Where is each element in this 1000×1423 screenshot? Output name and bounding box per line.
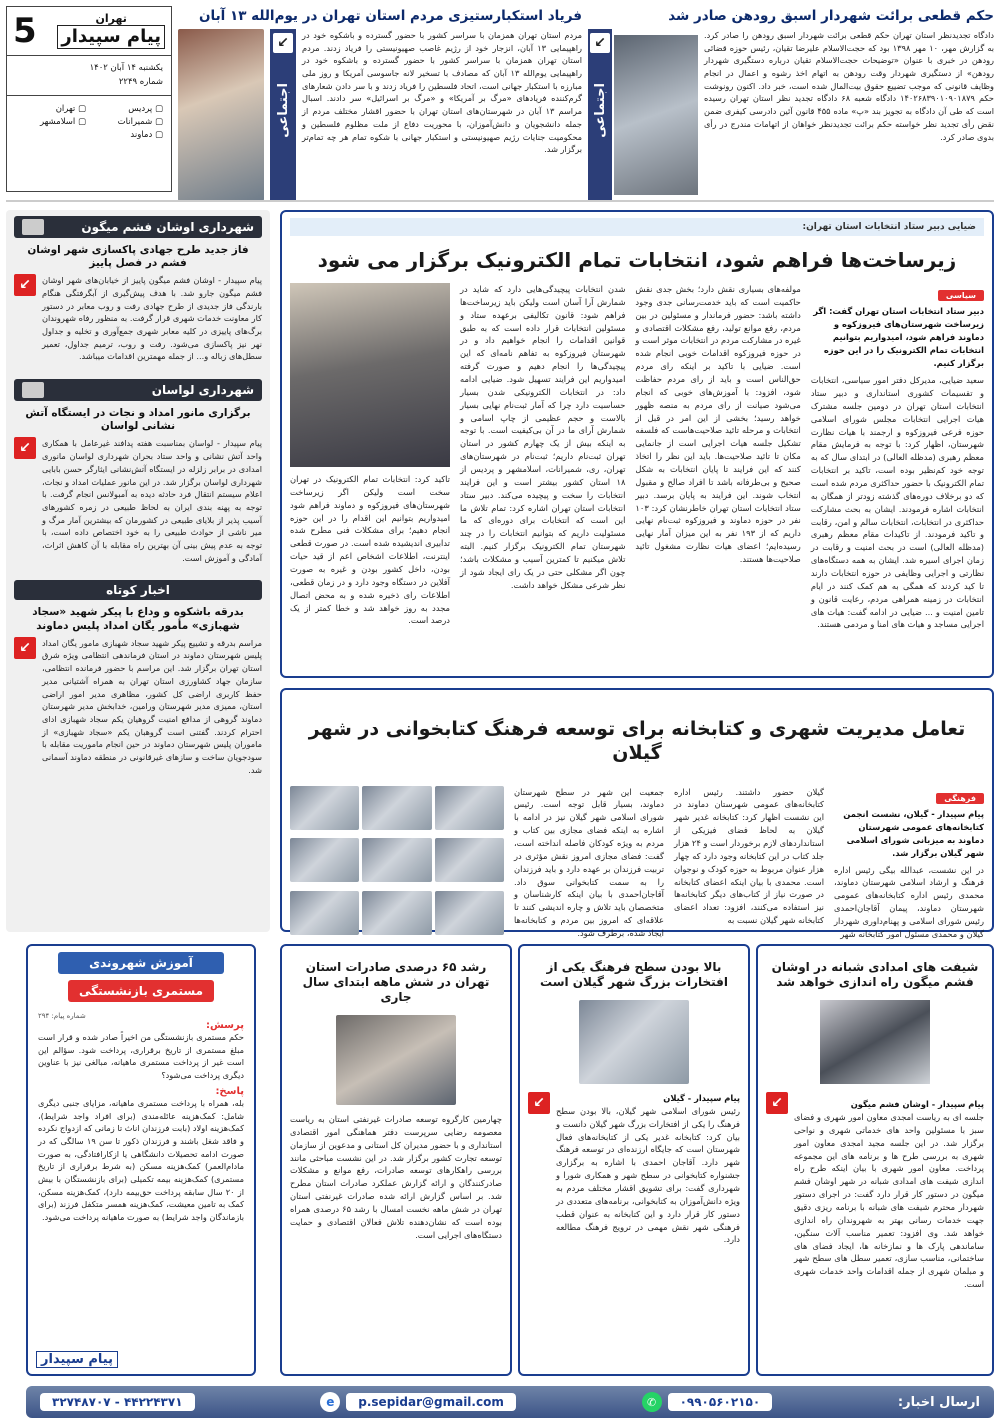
masthead [6,6,172,192]
sidebar-title: بدرقه باشکوه و وداع با پیکر شهید «سجاد شهبازی» مأمور یگان امداد پلیس دماوند [32,606,244,632]
sidebar-body: پیام سپیدار - اوشان فشم میگون پاییز از خیابان‌های شهر اوشان فشم میگون جارو شد. با هدف پیش‌گیری از آبگرفتگی هنگام بارندگی فاز جدیدی از طرح جهادی رفت و روب معابر در دستور کار معاونت خدمات شهری قرار گرفت. به منظور رفاه شهروندان برگ‌های پاییزی در کلیه معابر شهری جمع‌آوری و تخلیه و جداول نهر نیز پاکسازی می‌شود. رفت و روب، ترمیم جداول، تعمیر سطل‌های زباله و... از جمله مهمترین اقدامات میباشد. [42,275,262,362]
article-body: دادگاه تجدیدنظر استان تهران حکم قطعی برائت شهردار اسبق رودهن را صادر کرد. به گزارش مهر، ۱۰ مهر ۱۳۹۸ بود که حجت‌الاسلام علیرضا تقیان، رئیس حوزه قضائی رودهن در خبری با عنوان «توضیحات حجت‌الاسلام تقیان درباره دستگیری شهردار رودهن» از دستگیری شهردار وقت رودهن به اتهام اخذ رشوه و اعمال در انجام وظایف قانونی که موجب تضییع حقوق بیت‌المال شده است، خبر داد. اکنون رونوشت حکم ۱۴۰۲۶۸۳۹۰۱۰۹۰۱۸۷۹ دادگاه شعبه ۶۸ دادگاه تجدید نظر استان تهران رسیده است که طی آن دادگاه به تجویز بند «پ» ماده ۴۵۵ قانون آئین دادرسی کیفری ضمن نقض رأی تجدید نظر خواسته حکم برائت تجدیدنظر خواهان از اتهامات مندرج در رأی بدوی صادر کرد. [704,29,994,142]
answer-text: بله، همراه با پرداخت مستمری ماهیانه، مزایای جنبی دیگری شامل: کمک‌هزینه عائله‌مندی (برای افراد واجد شرایط)، کمک‌هزینه اولاد (بابت فرزندان اناث تا زمانی که ازدواج نکرده و فاقد شغل باشند و فرزندان ذکور تا سن ۱۹ سالگی که در صورت ادامه تحصیلات دانشگاهی یا ازکارافتادگی، به صورت مادام‌العمر) کمک‌هزینه مسکن (به شرط برقراری از تاریخ مستمری) کمک‌هزینه بیمه تکمیلی (برای بازنشستگان با بیش از ۲۰ سال سابقه پرداخت حق‌بیمه دارد)، کمک‌هزینه مسکن، کمک به تامین معیشت، کمک‌هزینه همسر متکفل فرزند (برای بازماندگان واجد شرایط) به صورت ماهیانه پرداخت می‌شود. [38,1097,244,1223]
issue-date: یکشنبه ۱۴ آبان ۱۴۰۲ [89,63,163,73]
article-column: گیلان حضور داشتند. رئیس اداره کتابخانه‌های عمومی شهرستان دماوند در این نشست اظهار کرد: کتابخانه غدیر شهر گیلان به لحاظ فضای فیزیکی از استانداردهای لازم برخوردار است و ۲۴ هزار جلد کتاب در این کتابخانه وجود دارد که چهار هزار عنوان مربوط به حوزه کودک و نوجوان است. محمدی با بیان اینکه اعضای کتابخانه در صورت نیاز از کتاب‌های دیگر کتابخانه‌ها نیز استفاده می‌کنند، افزود: تعداد اعضای کتابخانه شهر گیلان نسبت به [674,786,824,926]
city-tag: ▢ دماوند [130,129,163,140]
email-address[interactable]: p.sepidar@gmail.com [346,1393,516,1411]
city-tag: ▢ شمیرانات [117,116,163,127]
article-body: مردم استان تهران همزمان با سراسر کشور با حضور گسترده و باشکوه خود در راهپیمایی ۱۳ آبان، انزجار خود از رژیم غاصب صهیونیستی را فریاد زدند. مردم استان تهران همزمان با سراسر کشور با حضور گسترده و باشکوه خود در راهپیمایی یوم‌الله ۱۳ آبان که مصادف با تسخیر لانه جاسوسی آمریکا و روز ملی مبارزه با استکبار جهانی است، اتحاد فلسطین را فریاد زدند و با سر دادن شعارهای گرم‌کننده فریادهای «مرگ بر آمریکا» و «مرگ بر اسرائیل» سر دادند. اسبال مراسم ۱۳ آبان در شهرستان‌های استان تهران با حضور اقشار مختلف مردم از جمله دانشجویان و دانش‌آموزان، با محوریت دفاع از ملت مظلوم فلسطین و محکومیت جنایات رژیم صهیونیستی و استکبار جهانی با شکوه تمام هر چه تمام‌تر برگزار شد. [302,29,583,155]
rally-photo [178,29,264,201]
bottom-article-exports [280,944,512,1376]
arrow-icon: ↙ [528,1092,550,1114]
bottom-article-culture [518,944,750,1376]
article-column: جمعیت این شهر در سطح شهرستان دماوند، بسیار قابل توجه است. رئیس شورای اسلامی شهر گیلان نیز در ادامه با اشاره به اینکه فضای مجازی بین کتاب و مردم به ویژه کودکان فاصله انداخته است، گفت: فضای مجازی امروز نقش مؤثری در تربیت فرزندان بر عهده دارد و باید فرزندان را به سمت کتابخوانی سوق داد. آقاجان‌احمدی با بیان اینکه کارشناسان و متخصصان باید تلاش و چاره اندیشی کنند تا علاقه‌ای که امروز بین مردم و کتابخانه‌ها ایجاد شده، برطرف شود. [514,786,664,938]
official-photo [820,1000,930,1084]
gallery-photo [290,838,359,882]
article-column: در این نشست، عبدالله بیگی رئیس اداره فرهنگ و ارشاد اسلامی شهرستان دماوند، محمدی رئیس اداره کتابخانه‌های عمومی شهرستان دماوند، پیمان آقاجان‌احمدی رئیس شورای اسلامی و پهنام‌داوری شهردار گیلان و محمدی مسئول امور کتابخانه شهر [834,864,984,939]
topic-banner: مستمری بازنشستگی [68,980,214,1002]
question-label: پرسش: [206,1020,244,1031]
article-column: شدن انتخابات پیچیدگی‌هایی دارد که شاید در شمارش آرا آسان است ولیکن باید زیرساخت‌ها فراهم شود: قانون تکالیفی برعهده ستاد و مسئولین انتخابات قرار داده است که به طبق قوانین اقدامات را انجام خواهیم داد و در شهرستان فیروزکوه به تفاهم نامه‌ای که این پیچیدگی‌ها را انجام دهیم و صورت گرفته امیدواریم این فرایند تسهیل شود. ضیایی ادامه داد: در انتخابات الکترونیکی شدن بسیار حساسیت دارد چرا که آمار ثبت‌نام نهایی بسیار بالاست و حجم عظیمی از چاپ اسامی و شمارش آرای ما در آن بی‌کیفیت است. با توجه به اینکه بیش از یک چهارم کشور در استان تهران ثبت‌نام داریم؛ ثبت‌نام در شهرستان‌های تهران، ری، شمیرانات، اسلامشهر و پردیس از ۱۸ استان کشور بیشتر است و این فرایند انتخابات را سخت و پیچیده می‌کند. دبیر ستاد انتخابات استان تهران اشاره کرد: تمام تلاش ما این است که انتخابات برای دوره‌ای که ما مسئولیت داریم که بتوانیم انتخابات را در چند شهرستان تمام الکترونیک برگزار کنیم. البته تلاش میکنیم تا کمترین آسیب و مشکلات باشد؛ چون اگر مشکلی حتی در یک رای ایجاد شود از نظر شرعی مشکل خواهد داشت. [460,284,626,590]
gallery-photo [290,786,359,830]
meeting-photo [336,1015,456,1105]
headline: رشد ۶۵ درصدی صادرات استان تهران در شش ماهه ابتدای سال جاری [302,960,490,1004]
sidebar-title: برگزاری مانور امداد و نجات در ایستگاه آتش نشانی لواسان [25,407,251,433]
gallery-photo [435,786,504,830]
article-column: تاکید کرد: انتخابات تمام الکترونیک در تهران سخت است ولیکن اگر زیرساخت شهرستان‌های فیروزکوه و دماوند فراهم شود امیدواریم بتوانیم این اقدام را در این حوزه انجام دهیم؛ برای مشکلات فنی مطرح شده تدابیری اندیشیده شده است. در صورت قطعی اینترنت، اطلاعات اشخاص اعم از قید حیات بودن، داخل کشور بودن و غیره به صورت آفلاین در دستگاه وجود دارد و در زمان قطعی، اطلاعات رای ذخیره شده و به محض اتصال مجدد به روز خواهد شد و خطا کمتر از یک درصد است. [290,474,450,626]
article-column: مولفه‌های بسیاری نقش دارد؛ بخش جدی نقش حاکمیت است که باید خدمت‌رسانی جدی وجود داشته باشد: حضور فرماندار و مسئولین در بین مردم، رفع موانع تولید، رفع مشکلات اقتصادی و غیره در مشارکت مردم در انتخابات موثر است و در حوزه فیروزکوه اقدامات خوبی انجام شده است. ضیایی با تاکید بر اینکه رای مردم حق‌الناس است و باید از رای مردم حفاظت شود، افزود: با آموزش‌های خوبی که انجام می‌شود صیانت از رای مردم به منصه ظهور خواهد رسید؛ بخشی از این امر در قبل از انتخابات و مرحله تائید صلاحیت‌هاست که فلسفه تشکیل جلسه هیات اجرایی است از جانمایی مکان تا تائید صلاحیت‌ها. باید این نظر را اتخاذ کنند که این فرایند تا پایان انتخابات به شکل صحیح و بی‌طرفانه باشد تا افراد صالح و مقبول انتخاب شوند. این فرایند به پایان برسد. دبیر ستاد انتخابات استان تهران خاطرنشان کرد: ۱۰۳ نفر در حوزه دماوند و فیروزکوه ثبت‌نام نهایی داریم که از ۱۹۳ نفر به این میزان آمار نهایی رسیده‌ایم؛ اعضای هیات نظارت مشغول تائید صلاحیت‌ها هستند. [635,284,801,565]
gallery-photo [435,891,504,935]
sidebar-header: اخبار کوتاه [106,583,170,598]
municipality-logo-icon [22,382,44,398]
article-body: چهارمین کارگروه توسعه صادرات غیرنفتی استان به ریاست معصومه رضایی سرپرست دفتر هماهنگی امور اقتصادی استانداری و با حضور مدیران کل استانی و مدعوین از سازمان توسعه تجارت کشور برگزار شد. در این نشست مباحثی مانند بررسی راهکارهای توسعه صادرات، رفع موانع و مشکلات صادرکنندگان و ارائه گزارش عملکرد صادرات استان مطرح شد. بر اساس گزارش ارائه شده صادرات غیرنفتی استان تهران در شش ماهه نخست امسال با رشد ۶۵ درصدی همراه بوده است که نشان‌دهنده تلاش فعالان اقتصادی و حمایت دستگاه‌های اجرایی است. [290,1114,502,1240]
page-number: 5 [13,11,37,51]
section-label: اجتماعی [592,82,608,138]
headline: زیرساخت‌ها فراهم شود، انتخابات تمام الکترونیک برگزار می شود [317,248,957,272]
divider [6,200,994,202]
meeting-photo [579,1000,689,1084]
sidebar [6,210,270,932]
footer-contact-bar [26,1386,994,1418]
article-lead: پیام سپیدار - گیلان [663,1093,740,1103]
election-article [280,210,994,678]
city-tag: ▢ اسلامشهر [39,116,86,127]
phone-numbers[interactable]: ۴۴۲۲۴۳۷۱ - ۳۲۷۴۸۷۰۷ [40,1393,195,1411]
arrow-icon: ↙ [273,33,293,53]
headline: فریاد استکبارستیزی مردم استان تهران در یوم‌الله ۱۳ آبان [198,8,582,24]
headline: شیفت های امدادی شبانه در اوشان فشم میگون راه اندازی خواهد شد [771,960,979,989]
masthead-brand-small: تهران [95,12,127,26]
gallery-photo [362,786,431,830]
city-tag: ▢ تهران [55,103,86,114]
arrow-icon: ↙ [14,437,36,459]
gallery-photo [435,838,504,882]
footer-label: ارسال اخبار: [897,1394,980,1410]
sidebar-body: پیام سپیدار - لواسان بمناسبت هفته پدافند غیرعامل با همکاری واحد آتش نشانی و واحد ستاد بحران شهرداری لواسان مانوری امدادی در برابر زلزله در ایستگاه آتش‌نشانی ایثارگر حسن بابایی شهرداری لواسان برگزار شد. در این مانور عملیات امداد و نجات، اعلام سیستم انتقال فرد حادثه دیده به آمبولانس انجام گرفت. با توجه به پهنه بندی ایران به لحاظ طبیعی در زمره کشورهای آسیب پذیر از بلایای طبیعی در کشورمان که بیشترین آمار مرگ و میر ناشی از حوادث طبیعی را به خود اختصاص داده است، با توجه به عدم پیش بینی آن بهترین راه مقابله با آن کاهش اثرات، آمادگی و آموزش است. [42,438,262,563]
arrow-icon: ↙ [14,274,36,296]
issue-ref: شماره پیام: ۲۹۴ [38,1012,86,1020]
citizen-education-box [26,944,256,1376]
sidebar-body: مراسم بدرقه و تشییع پیکر شهید سجاد شهبازی مامور یگان امداد پلیس شهرستان دماوند در استان فرماندهی انتظامی ویژه شرق استان تهران برگزار شد. این مراسم با حضور فرمانده انتظامی، سازمان جهاد کشاورزی استان تهران به همراه آشتیانی مدیر حفظ کاربری اراضی کل کشور، مظاهری مدیر امور اراضی استان، ممیزی مدیر شهرستان ورامین، خدابخش مدیر شهرستان دماوند گروهی از مدافع امنیت گروهیان یکم سجاد شهبازی ادای احترام کردند. گفتنی است گروهبان یکم «سجاد شهبازی» از ماموران پلیس شهرستان دماوند در حین انجام ماموریت مقابله با سودجویان ساخت و سازهای غیرقانونی در منطقه دماوند آسمانی شد. [42,637,262,775]
arrow-icon: ↙ [590,33,610,53]
top-story-rally [178,8,582,194]
question-text: حکم مستمری بازنشستگی من اخیراً صادر شده و قرار است مبلغ مستمری از تاریخ برقراری، پرداخت شود. سؤالم این است غیر از پرداخت مستمری ماهیانه، مبالغی نیز با عناوین دیگری پرداخت می‌شود؟ [38,1032,244,1081]
gallery-photo [290,891,359,935]
headline: حکم قطعی برائت شهردار اسبق رودهن صادر شد [668,8,994,24]
arrow-icon: ↙ [14,637,36,659]
email-icon: e [320,1392,340,1412]
headline: بالا بودن سطح فرهنگ یکی از افتخارات بزرگ شهر گیلان است [539,960,728,989]
sidebar-header: شهرداری اوشان فشم میگون [81,220,254,234]
whatsapp-icon: ✆ [642,1392,662,1412]
library-article [280,688,994,939]
category-tag: سیاسی [938,290,984,301]
masthead-brand: پیام سپیدار [57,25,165,49]
bottom-article-night-shift [756,944,994,1376]
city-tag: ▢ پردیس [128,103,163,114]
article-lead: پیام سپیدار - اوشان فشم میگون [850,1099,984,1109]
section-label: اجتماعی [275,82,291,138]
brand-logo: پیام سپیدار [36,1351,118,1368]
sidebar-header: شهرداری لواسان [151,383,254,398]
article-column: سعید ضیایی، مدیرکل دفتر امور سیاسی، انتخابات و تقسیمات کشوری استانداری و دبیر ستاد انتخابات استان تهران در دومین جلسه مشترک هیات اجرایی انتخابات مجلس شورای اسلامی حوزه فرعی فیروزکوه و ارجمند با هیات نظارت شهرستان، اظهار کرد: با توجه به فرمایش مقام معظم رهبری (مدظله العالی) در ابتدای سال که به توجه خود کم‌نظیر بوده است، تاکید بر انتخابات تمام الکترونیک با حضور حداکثری مردم شده است که دو برخلاف دوره‌های گذشته زودتر از همگان به انتخابات اشاره فرمودند. ایشان به بحث مشارکت حداکثری در انتخابات، انتخابات سالم و امن، رقابت و تاکید فرمودند. از تاکیدات مقام معظم رهبری (مدظله العالی) است در بحث امنیت و رقابت در زمان اجرای اسیره شد. ایشان به همه دستگاه‌های نظارتی و اجرایی وظایفی در حوزه انتخابات دارند تا کید کردند که همگی به هم کمک کنند در ایام انتخابات در زمینه همراهی مردم، رعایت قانون و تامین امنیت و ... ضیایی در ادامه گفت: هیات های اجرایی مساجد و هیات های امنا و مردمی هستند. [810,375,984,630]
category-tag: فرهنگی [936,793,984,804]
scales-of-justice-photo [614,35,698,195]
article-kicker: ضیایی دبیر ستاد انتخابات استان تهران: [290,218,984,236]
section-header: آموزش شهروندی [58,952,224,974]
meeting-photo [290,283,450,467]
issue-number: شماره ۲۲۴۹ [118,77,163,88]
answer-label: پاسخ: [215,1085,244,1097]
gallery-photo [362,891,431,935]
article-lead: پیام سپیدار - گیلان، نشست انجمن کتابخانه‌های عمومی شهرستان دماوند به میزبانی شورای اسلامی شهر گیلان برگزار شد. [843,808,984,858]
article-lead: دبیر ستاد انتخابات استان تهران گفت: اگر زیرساخت شهرستان‌های فیروزکوه و دماوند فراهم شود، امیدواریم بتوانیم انتخابات تمام الکترونیک را در این حوزه برگزار کنیم. [813,306,984,369]
headline: تعامل مدیریت شهری و کتابخانه برای توسعه فرهنگ کتابخوانی در شهر گیلان [308,718,966,764]
top-story-verdict [588,8,994,194]
gallery-photo [362,838,431,882]
article-body: رئیس شورای اسلامی شهر گیلان، بالا بودن سطح فرهنگ را یکی از افتخارات بزرگ شهر گیلان دانست و بیان کرد: کتابخانه غدیر یکی از کتابخانه‌های فعال شهرستان است که جایگاه ارزنده‌ای در توسعه فرهنگ شهر دارد. آقاجان احمدی با اشاره به برگزاری جشنواره کتابخوانی در سطح شهر و همکاری شورا و شهرداری گفت: برای تشویق اقشار مختلف مردم به ویژه دانش‌آموزان به کتابخوانی، برنامه‌های متعددی در دستور کار قرار دارد و این کتابخانه به عنوان قطب فرهنگی شهر نقش مهمی در ترویج فرهنگ مطالعه دارد. [556,1105,740,1245]
whatsapp-number[interactable]: ۰۹۹۰۵۶۰۲۱۵۰ [668,1393,773,1411]
article-body: جلسه ای به ریاست امجدی معاون امور شهری و فضای سبز با مسئولین واحد های خدماتی شهری و نواحی برگزار شد. در این جلسه مجید امجدی معاون امور شهری به بررسی طرح ها و برنامه های این مجموعه پرداخت. معاون امور شهری با بیان اینکه طرح راه اندازی شیفت های امدادی شبانه در شهر اوشان فشم میگون در دستور کار قرار دارد گفت: در اجرای دستور شهردار محترم شیفت های شبانه با برنامه ریزی دقیق جهت خدمات رسانی بهتر به شهروندان راه اندازی خواهد شد. وی افزود: تعمیر مناسب آلات سنگین، ساماندهی پارک ها و نمازخانه ها، ایجاد فضای های ساختمانی، مناسب سازی، تعمیر سطل های سطح شهر و مبلمان شهری از جمله اقدامات واحد خدمات شهری است. [794,1112,984,1290]
municipality-logo-icon [22,219,44,235]
sidebar-title: فاز جدید طرح جهادی پاکسازی شهر اوشان فشم در فصل پاییز [27,244,249,270]
arrow-icon: ↙ [766,1092,788,1114]
